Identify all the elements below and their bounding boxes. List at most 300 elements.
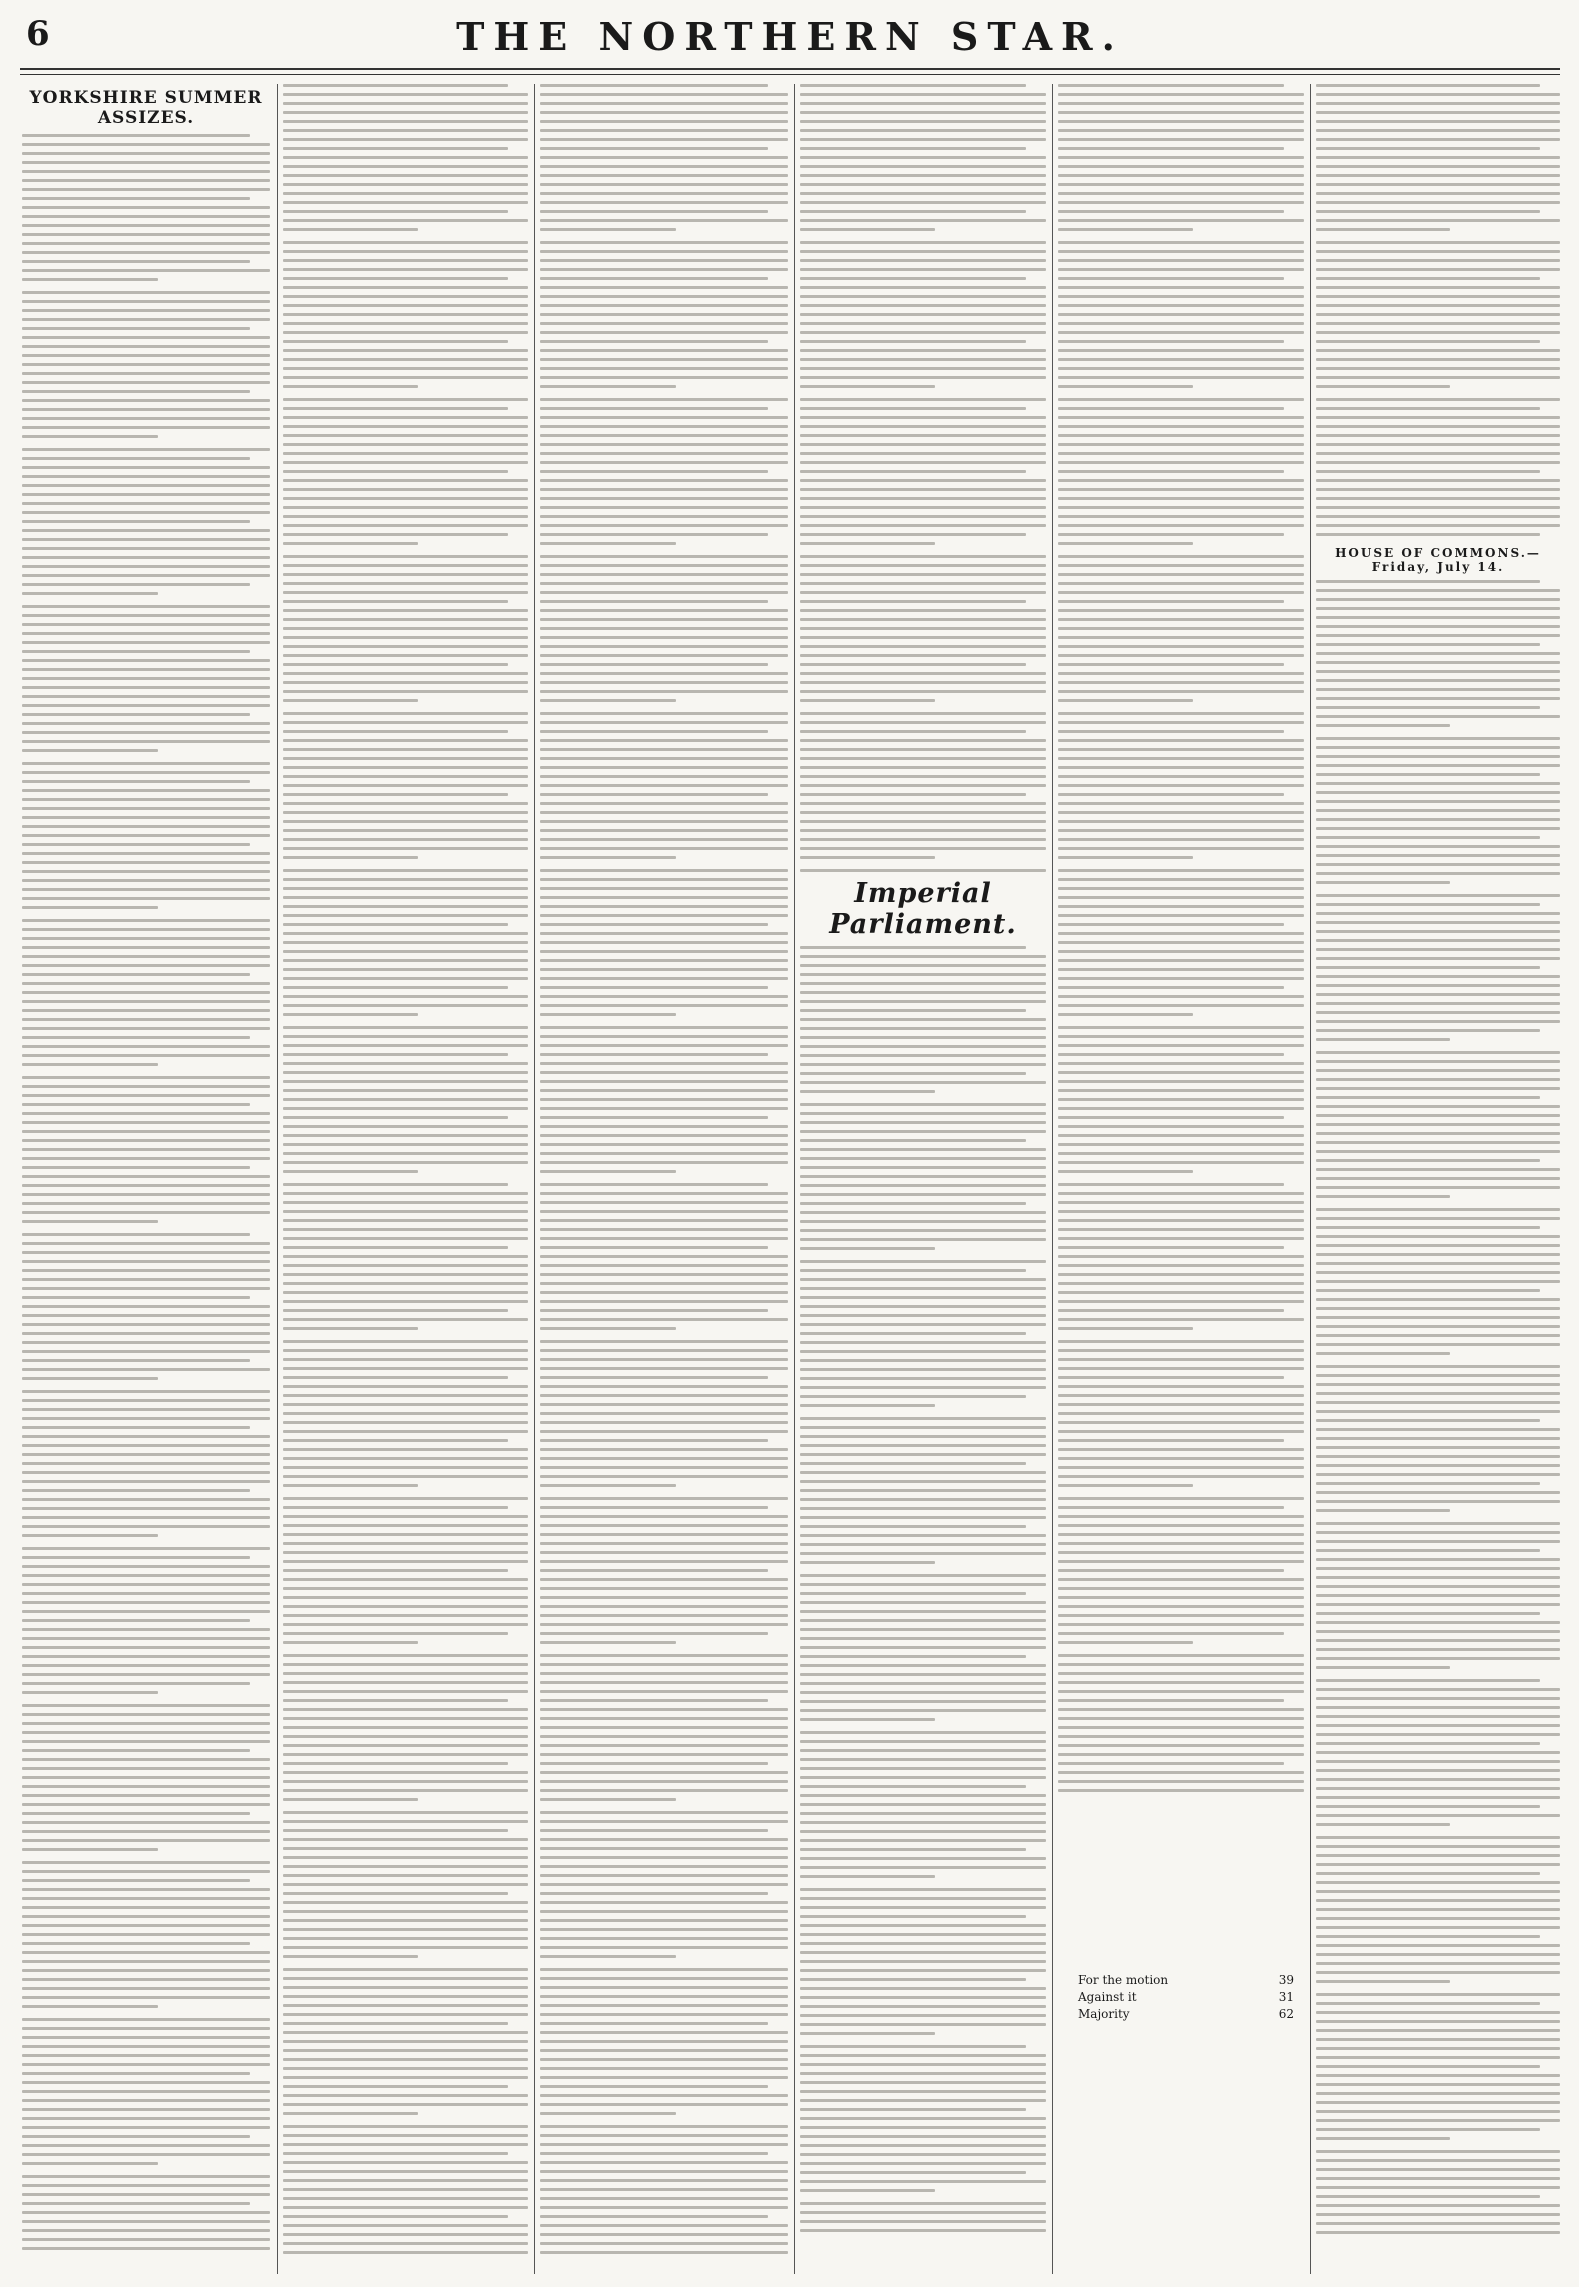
text-line xyxy=(540,1309,768,1312)
text-line xyxy=(540,2188,788,2191)
text-line xyxy=(540,1183,768,1186)
text-line xyxy=(1058,174,1304,177)
text-line xyxy=(1316,975,1560,978)
text-line xyxy=(540,766,788,769)
text-line xyxy=(800,2117,1046,2120)
text-line xyxy=(283,1340,528,1343)
text-line xyxy=(1316,1011,1560,1014)
text-line xyxy=(1316,268,1560,271)
text-line xyxy=(22,906,158,909)
text-line xyxy=(283,201,528,204)
text-line xyxy=(283,1632,508,1635)
text-line xyxy=(283,1318,528,1321)
text-line xyxy=(283,2179,528,2182)
text-line xyxy=(1316,385,1450,388)
text-line xyxy=(283,304,528,307)
text-line xyxy=(283,192,528,195)
text-line xyxy=(1058,748,1304,751)
text-line xyxy=(800,591,1046,594)
text-line xyxy=(1316,1522,1560,1525)
text-line xyxy=(540,1578,788,1581)
text-line xyxy=(1316,706,1540,709)
text-line xyxy=(1058,869,1304,872)
text-line xyxy=(283,497,528,500)
text-line xyxy=(800,1260,1046,1263)
text-line xyxy=(283,1506,508,1509)
text-line xyxy=(22,2162,158,2165)
text-line xyxy=(283,1309,508,1312)
text-line xyxy=(283,1125,528,1128)
text-line xyxy=(800,2081,1046,2084)
text-line xyxy=(540,1690,788,1693)
text-line xyxy=(540,914,788,917)
text-line xyxy=(22,1242,270,1245)
text-line xyxy=(283,672,528,675)
text-line xyxy=(283,1699,508,1702)
text-line xyxy=(22,1722,270,1725)
text-line xyxy=(283,1228,528,1231)
text-line xyxy=(540,156,788,159)
text-line xyxy=(540,1632,768,1635)
text-line xyxy=(22,1870,270,1873)
text-line xyxy=(540,2215,768,2218)
text-line xyxy=(22,1758,270,1761)
text-line xyxy=(22,188,270,191)
text-line xyxy=(22,1148,270,1151)
text-line xyxy=(283,434,528,437)
text-line xyxy=(283,1856,528,1859)
text-line xyxy=(1058,1044,1304,1047)
text-line xyxy=(283,1246,508,1249)
division-table xyxy=(1058,1972,1304,2023)
text-line xyxy=(1058,1762,1284,1765)
masthead-rule xyxy=(20,68,1560,70)
text-line xyxy=(22,1637,270,1640)
text-line xyxy=(540,820,788,823)
text-line xyxy=(1058,1219,1304,1222)
text-line xyxy=(22,363,270,366)
text-line xyxy=(800,690,1046,693)
text-line xyxy=(1058,1210,1304,1213)
text-line xyxy=(800,1785,1026,1788)
text-line xyxy=(1316,398,1560,401)
text-line xyxy=(283,2058,528,2061)
text-line xyxy=(1316,304,1560,307)
text-line xyxy=(22,1848,158,1851)
text-line xyxy=(283,1811,528,1814)
text-line xyxy=(22,372,270,375)
text-line xyxy=(540,1318,788,1321)
text-line xyxy=(1316,1585,1560,1588)
text-line xyxy=(1316,764,1560,767)
text-line xyxy=(540,1376,768,1379)
text-line xyxy=(1316,165,1560,168)
text-line xyxy=(540,1098,788,1101)
text-line xyxy=(283,524,528,527)
text-line xyxy=(540,757,788,760)
text-line xyxy=(1058,1228,1304,1231)
text-line xyxy=(540,506,788,509)
text-line xyxy=(800,2063,1046,2066)
text-line xyxy=(1058,1327,1193,1330)
text-line xyxy=(800,1435,1046,1438)
text-line xyxy=(22,1323,270,1326)
text-line xyxy=(800,2202,1046,2205)
text-line xyxy=(800,1673,1046,1676)
text-line xyxy=(1316,434,1560,437)
text-line xyxy=(800,2180,1046,2183)
text-line xyxy=(22,1350,270,1353)
text-line xyxy=(1058,1524,1304,1527)
text-line xyxy=(800,1166,1046,1169)
text-line xyxy=(800,1202,1026,1205)
text-line xyxy=(1058,923,1284,926)
text-line xyxy=(1316,1836,1560,1839)
text-line xyxy=(283,856,418,859)
text-line xyxy=(1316,228,1450,231)
text-line xyxy=(22,650,250,653)
text-line xyxy=(283,2197,528,2200)
text-line xyxy=(800,1987,1046,1990)
text-line xyxy=(283,1264,528,1267)
text-line xyxy=(283,757,528,760)
text-line xyxy=(1316,1437,1560,1440)
text-line xyxy=(1316,425,1560,428)
division-majority-label: Majority xyxy=(1078,2007,1130,2021)
text-line xyxy=(283,277,508,280)
text-line xyxy=(800,1839,1046,1842)
text-line xyxy=(22,2211,270,2214)
text-line xyxy=(22,740,270,743)
text-line xyxy=(22,345,270,348)
text-line xyxy=(800,793,1026,796)
text-line xyxy=(283,1560,528,1563)
text-line xyxy=(283,2103,528,2106)
text-line xyxy=(1316,1208,1560,1211)
text-line xyxy=(283,1726,528,1729)
text-line xyxy=(22,1489,250,1492)
text-line xyxy=(1316,470,1540,473)
text-line xyxy=(800,1682,1046,1685)
text-line xyxy=(22,1269,270,1272)
text-line xyxy=(1316,1168,1560,1171)
text-line xyxy=(800,385,935,388)
text-line xyxy=(1316,1410,1560,1413)
text-line xyxy=(22,1673,270,1676)
text-line xyxy=(800,2014,1046,2017)
text-line xyxy=(283,2085,508,2088)
text-line xyxy=(283,1035,528,1038)
text-line xyxy=(800,1830,1046,1833)
text-line xyxy=(540,2040,788,2043)
text-line xyxy=(283,259,528,262)
text-line xyxy=(1316,818,1560,821)
text-line xyxy=(1316,497,1560,500)
text-line xyxy=(283,802,528,805)
text-line xyxy=(22,1731,270,1734)
text-line xyxy=(1058,1349,1304,1352)
text-line xyxy=(1316,340,1540,343)
text-line xyxy=(22,291,270,294)
text-line xyxy=(283,1829,508,1832)
text-line xyxy=(1316,903,1540,906)
text-line xyxy=(540,1919,788,1922)
text-line xyxy=(1316,948,1560,951)
text-line xyxy=(540,1273,788,1276)
text-line xyxy=(283,555,528,558)
text-line xyxy=(1316,715,1560,718)
text-line xyxy=(1316,1253,1560,1256)
text-line xyxy=(283,1475,528,1478)
text-line xyxy=(283,385,418,388)
text-line xyxy=(1316,1307,1560,1310)
text-line xyxy=(1316,1029,1540,1032)
text-line xyxy=(22,1036,250,1039)
text-line xyxy=(540,183,788,186)
text-line xyxy=(1058,120,1304,123)
text-line xyxy=(1316,1069,1560,1072)
text-line xyxy=(1316,2083,1560,2086)
text-line xyxy=(1316,724,1450,727)
text-line xyxy=(1058,1632,1284,1635)
text-line xyxy=(1316,1549,1540,1552)
text-line xyxy=(1058,1780,1304,1783)
text-line xyxy=(800,1350,1046,1353)
text-line xyxy=(1058,497,1304,500)
text-line xyxy=(1058,802,1304,805)
text-line xyxy=(800,1709,1046,1712)
text-line xyxy=(283,1161,528,1164)
text-line xyxy=(22,2144,270,2147)
text-line xyxy=(22,695,270,698)
text-line xyxy=(1316,966,1540,969)
text-line xyxy=(283,1210,528,1213)
text-line xyxy=(1058,84,1284,87)
text-line xyxy=(283,1004,528,1007)
text-line xyxy=(283,1358,528,1361)
text-line xyxy=(800,1933,1046,1936)
text-line xyxy=(800,304,1046,307)
text-line xyxy=(540,995,788,998)
text-line xyxy=(1058,1614,1304,1617)
text-line xyxy=(540,443,788,446)
column-6 xyxy=(1316,84,1560,2274)
text-line xyxy=(283,2152,508,2155)
article-body xyxy=(540,84,788,2254)
text-line xyxy=(1316,984,1560,987)
text-line xyxy=(1316,921,1560,924)
text-line xyxy=(800,1691,1046,1694)
text-line xyxy=(1316,138,1560,141)
text-line xyxy=(22,1202,270,1205)
masthead xyxy=(20,14,1560,60)
text-line xyxy=(283,730,508,733)
text-line xyxy=(1316,241,1560,244)
text-line xyxy=(1316,1630,1560,1633)
text-line xyxy=(22,327,250,330)
text-line xyxy=(1316,1473,1560,1476)
text-line xyxy=(800,461,1046,464)
text-line xyxy=(800,1444,1046,1447)
text-line xyxy=(1316,1114,1560,1117)
text-line xyxy=(1316,1751,1560,1754)
text-line xyxy=(800,663,1026,666)
text-line xyxy=(800,1942,1046,1945)
text-line xyxy=(1058,573,1304,576)
text-line xyxy=(1058,340,1284,343)
text-line xyxy=(1058,1367,1304,1370)
text-line xyxy=(283,2215,508,2218)
text-line xyxy=(1058,1421,1304,1424)
article-body xyxy=(283,84,528,2254)
text-line xyxy=(800,1561,935,1564)
text-line xyxy=(540,2049,788,2052)
text-line xyxy=(540,1349,788,1352)
text-line xyxy=(283,488,528,491)
text-line xyxy=(800,470,1026,473)
text-line xyxy=(1316,1289,1540,1292)
text-line xyxy=(1058,1533,1304,1536)
text-line xyxy=(22,1287,270,1290)
text-line xyxy=(540,1780,788,1783)
text-line xyxy=(1058,1071,1304,1074)
text-line xyxy=(1316,1787,1560,1790)
text-line xyxy=(283,1919,528,1922)
text-line xyxy=(1316,1271,1560,1274)
text-line xyxy=(1058,1053,1284,1056)
text-line xyxy=(1058,304,1304,307)
text-line xyxy=(283,829,528,832)
text-line xyxy=(1058,591,1304,594)
text-line xyxy=(800,1090,935,1093)
text-line xyxy=(540,1856,788,1859)
text-line xyxy=(800,1296,1046,1299)
text-line xyxy=(1058,1376,1284,1379)
text-line xyxy=(800,1619,1046,1622)
text-line xyxy=(22,197,250,200)
text-line xyxy=(1058,241,1304,244)
text-line xyxy=(283,1219,528,1222)
text-line xyxy=(283,1672,528,1675)
text-line xyxy=(1316,1881,1560,1884)
text-line xyxy=(1316,1993,1560,1996)
text-line xyxy=(1058,1753,1304,1756)
text-line xyxy=(1316,1280,1560,1283)
text-line xyxy=(540,93,788,96)
text-line xyxy=(540,210,768,213)
text-line xyxy=(22,1516,270,1519)
text-line xyxy=(1316,219,1560,222)
text-line xyxy=(1058,407,1284,410)
text-line xyxy=(800,120,1046,123)
text-line xyxy=(1058,1246,1284,1249)
text-line xyxy=(540,219,788,222)
text-line xyxy=(800,1054,1046,1057)
text-line xyxy=(1316,1733,1560,1736)
text-line xyxy=(283,766,528,769)
text-line xyxy=(1316,2150,1560,2153)
text-line xyxy=(540,1134,788,1137)
text-line xyxy=(1058,959,1304,962)
text-line xyxy=(283,1497,528,1500)
text-line xyxy=(1316,1141,1560,1144)
text-line xyxy=(1058,295,1304,298)
text-line xyxy=(1058,636,1304,639)
text-line xyxy=(22,955,270,958)
text-line xyxy=(283,165,528,168)
text-line xyxy=(22,2018,270,2021)
text-line xyxy=(800,398,1046,401)
text-line xyxy=(22,1341,270,1344)
text-line xyxy=(1058,1457,1304,1460)
text-line xyxy=(800,636,1046,639)
text-line xyxy=(540,102,788,105)
text-line xyxy=(1058,277,1284,280)
text-line xyxy=(283,129,528,132)
text-line xyxy=(540,241,788,244)
text-line xyxy=(283,1955,418,1958)
text-line xyxy=(1316,313,1560,316)
text-line xyxy=(283,1098,528,1101)
text-line xyxy=(1316,1576,1560,1579)
text-line xyxy=(1316,643,1540,646)
text-line xyxy=(1058,986,1284,989)
text-line xyxy=(22,2126,270,2129)
text-line xyxy=(283,2040,528,2043)
text-line xyxy=(22,538,270,541)
text-line xyxy=(1316,129,1560,132)
text-line xyxy=(540,1013,676,1016)
text-line xyxy=(22,408,270,411)
text-line xyxy=(22,1749,250,1752)
text-line xyxy=(283,1367,528,1370)
text-line xyxy=(800,277,1026,280)
text-line xyxy=(800,2144,1046,2147)
text-line xyxy=(800,2005,1046,2008)
text-line xyxy=(283,977,528,980)
text-line xyxy=(1058,219,1304,222)
text-line xyxy=(22,1794,270,1797)
text-line xyxy=(22,1969,270,1972)
text-line xyxy=(22,1646,270,1649)
text-line xyxy=(540,1161,788,1164)
text-line xyxy=(1316,1500,1560,1503)
text-line xyxy=(800,1655,1026,1658)
text-line xyxy=(22,1565,270,1568)
text-line xyxy=(1316,2092,1560,2095)
text-line xyxy=(22,426,270,429)
text-line xyxy=(540,277,768,280)
text-line xyxy=(22,592,158,595)
text-line xyxy=(283,663,508,666)
text-line xyxy=(540,1143,788,1146)
text-line xyxy=(540,1596,788,1599)
text-line xyxy=(1316,894,1560,897)
text-line xyxy=(540,950,788,953)
text-line xyxy=(283,887,528,890)
text-line xyxy=(1058,1170,1193,1173)
text-line xyxy=(283,1551,528,1554)
text-line xyxy=(22,152,270,155)
text-line xyxy=(1058,1004,1304,1007)
text-line xyxy=(22,1803,270,1806)
text-line xyxy=(540,1569,768,1572)
text-line xyxy=(540,1466,788,1469)
text-line xyxy=(22,1583,270,1586)
text-line xyxy=(283,1874,528,1877)
text-line xyxy=(800,192,1046,195)
text-line xyxy=(540,295,788,298)
